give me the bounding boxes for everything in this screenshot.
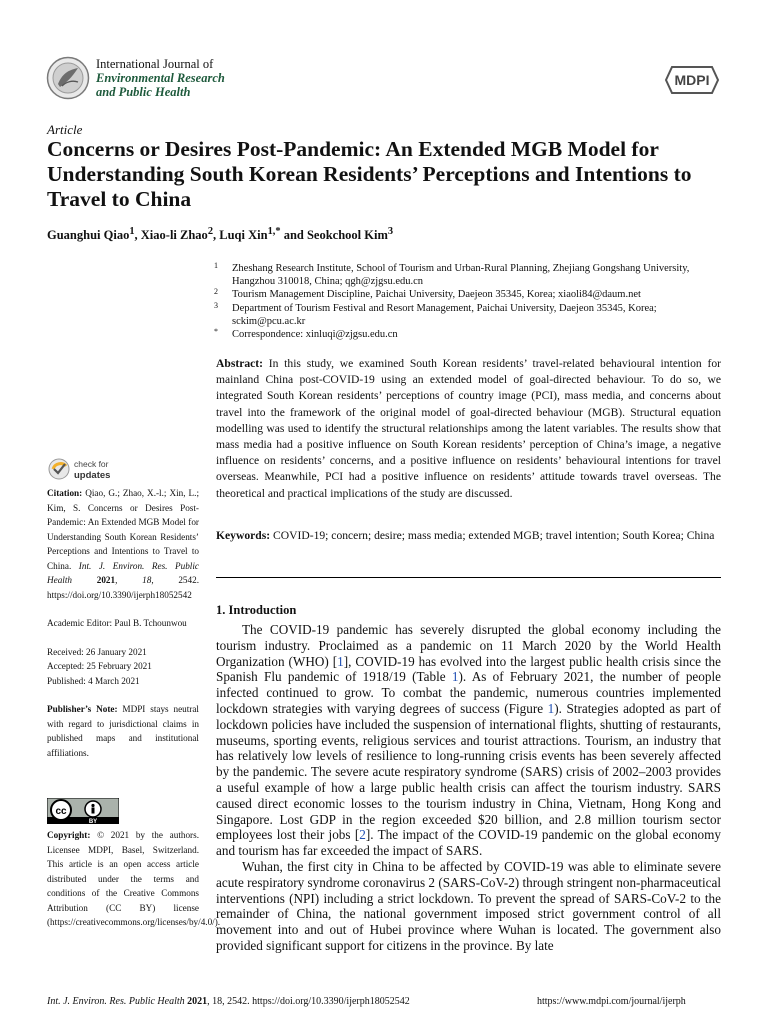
- journal-name-line3: and Public Health: [96, 85, 191, 99]
- footer-citation: [47, 996, 410, 1007]
- paragraph-text: ). As of February 2021, the number of people infected continued to grow. To combat the pandemic, numerous countries implemented lockdown strategies with varying degrees of success (Figure: [216, 669, 721, 716]
- citation: [47, 486, 199, 602]
- paragraph: [216, 622, 721, 859]
- citation-volume: , 18: [115, 575, 152, 585]
- abstract-text: In this study, we examined South Korean residents’ travel-related behavioural intention for mainland China post-COVID-19 using an extended model of goal-directed behaviour. To do so, we integrated South Korean residents’ perceptions of country image (PCI), mass media, and concerns about travel into the framework of the original model of goal-directed behaviour (MGB). Structural equation modelling was used to identify the structural relationships among the latent variables. The results show that mass media had a positive influence on South Korean residents’ perception of China’s image, a negative influence on residents’ concerns, and a positive influence on residents’ behavioural intentions for travel overseas. Meanwhile, PCI had a positive influence on residents’ attitude towards travel overseas. The theoretical and practical implications of the study are discussed.: [216, 357, 721, 500]
- svg-text:cc: cc: [55, 806, 67, 817]
- publisher-note-text: MDPI stays neutral with regard to jurisdictional claims in published maps and institutional affiliations.: [47, 704, 199, 758]
- affiliation-text: Zheshang Research Institute, School of Tourism and Urban-Rural Planning, Zhejiang Gongshang University, Hangzhou 310018, China; qgh@zjgsu.edu.cn: [232, 263, 690, 288]
- author-name: , Luqi Xin: [213, 228, 268, 243]
- paragraph-text: ). Strategies adopted as part of lockdown policies have included the suspension of international flights, shutting of restaurants, museums, sporting events, religious services and tourist attractions. Tourism, an industry that has relatively low levels of resilience to long-running crisis events has been severely affected by the pandemic. The severe acute respiratory syndrome (SARS) crisis of 2002–2003 provides a useful example of how a large public health crisis can affect the tourism industry. SARS caused direct economic losses to the tourism industry in China, Vietnam, Hong Kong and Singapore. Lost GDP in the region exceeded $20 billion, and 2.8 million tourism sector employees lost their jobs [: [216, 700, 721, 843]
- journal-name-line1: International Journal of: [96, 57, 214, 71]
- reference-link[interactable]: 1: [337, 653, 344, 669]
- keywords-label: Keywords:: [216, 529, 271, 542]
- copyright-text: © 2021 by the authors. Licensee MDPI, Basel, Switzerland. This article is an open access article distributed under the terms and conditions of the Creative Commons Attribution (CC BY) license (https://creativecommons.org/licenses/by/4.0/).: [47, 830, 221, 927]
- affiliation-text: Correspondence: xinluqi@zjgsu.edu.cn: [232, 329, 398, 341]
- affiliation-number: 2: [214, 287, 218, 297]
- affiliation-number: *: [214, 327, 218, 337]
- author-list: [47, 226, 393, 243]
- cc-by-label: BY: [88, 819, 98, 824]
- received-date: Received: 26 January 2021: [47, 646, 147, 657]
- keywords-text: COVID-19; concern; desire; mass media; extended MGB; travel intention; South Korea; China: [270, 529, 715, 542]
- academic-editor: Academic Editor: Paul B. Tchounwou: [47, 618, 187, 628]
- published-date: Published: 4 March 2021: [47, 675, 140, 686]
- author-affiliation-mark: 3: [387, 226, 394, 237]
- sidebar: [47, 486, 199, 760]
- paragraph-text: ], COVID-19 has evolved into the largest public health crisis since the Spanish Flu pandemic of 1918/19 (Table: [216, 653, 721, 685]
- affiliation-number: 3: [214, 300, 218, 310]
- citation-label: Citation:: [47, 488, 83, 498]
- footer-doi: , 18, 2542. https://doi.org/10.3390/ijerph18052542: [207, 996, 410, 1007]
- abstract-label: Abstract:: [216, 357, 264, 370]
- mdpi-logo-text: MDPI: [674, 72, 710, 88]
- check-updates-line1: check for: [74, 459, 109, 469]
- reference-link[interactable]: 2: [359, 827, 366, 843]
- citation-doi: , 2542. https://doi.org/10.3390/ijerph18052542: [47, 575, 199, 600]
- copyright-notice: [47, 828, 221, 930]
- affiliation-text: Department of Tourism Festival and Resort Management, Paichai University, Daejeon 35345, Korea; sckim@pcu.ac.kr: [232, 302, 657, 327]
- table-link[interactable]: 1: [451, 669, 459, 685]
- publisher-note: [47, 702, 199, 760]
- check-for-updates-button[interactable]: [47, 455, 157, 483]
- author-name: Guanghui Qiao: [47, 228, 130, 243]
- check-updates-line2: updates: [74, 470, 111, 481]
- affiliation-item: [214, 288, 714, 301]
- affiliation-text: Tourism Management Discipline, Paichai University, Daejeon 35345, Korea; xiaoli84@daum.net: [232, 289, 641, 301]
- affiliations: [214, 262, 714, 341]
- paragraph: Wuhan, the first city in China to be affected by COVID-19 was able to eliminate severe acute respiratory syndrome coronavirus 2 (SARS-CoV-2) through stringent non-pharmaceutical interventions (NPI) including a strict lockdown. To prevent the spread of SARS-CoV-2 to the remainder of China, the national government imposed strict government control of all movement into and out of Hubei province where Wuhan is located. The government also provided significant support for citizens in the province. By late: [216, 858, 721, 953]
- section-divider: [216, 577, 721, 578]
- author-affiliation-mark: 2: [207, 226, 214, 237]
- journal-name-line2: Environmental Research: [96, 71, 225, 85]
- citation-journal: Int. J. Environ. Res. Public Health: [47, 560, 199, 585]
- cc-by-license-badge[interactable]: [47, 798, 119, 824]
- affiliation-item: [214, 328, 714, 341]
- article-title: Concerns or Desires Post-Pandemic: An Extended MGB Model for Understanding South Korean Residents’ Perceptions and Intentions to Travel to China: [47, 137, 692, 211]
- figure-link[interactable]: 1: [547, 700, 555, 716]
- author-name: and Seokchool Kim: [280, 228, 388, 243]
- affiliation-item: [214, 262, 714, 288]
- citation-year: 2021: [72, 575, 116, 585]
- footer-journal-url[interactable]: https://www.mdpi.com/journal/ijerph: [537, 996, 686, 1007]
- journal-logo: [46, 56, 90, 100]
- keywords: [216, 528, 721, 544]
- paragraph-text: The COVID-19 pandemic has severely disrupted the global economy including the tourism industry. Proclaimed as a pandemic on 11 March 2020 by the World Health Organization (WHO) [: [216, 622, 721, 669]
- author-affiliation-mark: 1: [129, 226, 135, 237]
- accepted-date: Accepted: 25 February 2021: [47, 661, 152, 671]
- article-type: Article: [47, 122, 83, 137]
- footer-year: 2021: [184, 996, 208, 1007]
- body-text: [216, 622, 721, 954]
- author-name: , Xiao-li Zhao: [134, 228, 208, 243]
- journal-name: [96, 57, 225, 99]
- mdpi-logo: [664, 64, 720, 96]
- check-updates-icon: [49, 459, 69, 479]
- publisher-note-label: Publisher’s Note:: [47, 704, 118, 714]
- abstract: [216, 356, 721, 502]
- section-heading-introduction: 1. Introduction: [216, 603, 297, 617]
- paragraph-text: ]. The impact of the COVID-19 pandemic on the global economy and tourism has far exceeded the impact of SARS.: [216, 827, 721, 859]
- affiliation-item: [214, 302, 714, 328]
- footer-journal: Int. J. Environ. Res. Public Health: [47, 996, 185, 1007]
- author-affiliation-mark: 1,*: [267, 226, 281, 237]
- affiliation-number: 1: [214, 261, 218, 270]
- citation-text: Qiao, G.; Zhao, X.-l.; Xin, L.; Kim, S. Concerns or Desires Post-Pandemic: An Extended MGB Model for Understanding South Korean Residents’ Perceptions and Intentions to Travel to China.: [47, 488, 199, 571]
- copyright-label: Copyright:: [47, 830, 91, 840]
